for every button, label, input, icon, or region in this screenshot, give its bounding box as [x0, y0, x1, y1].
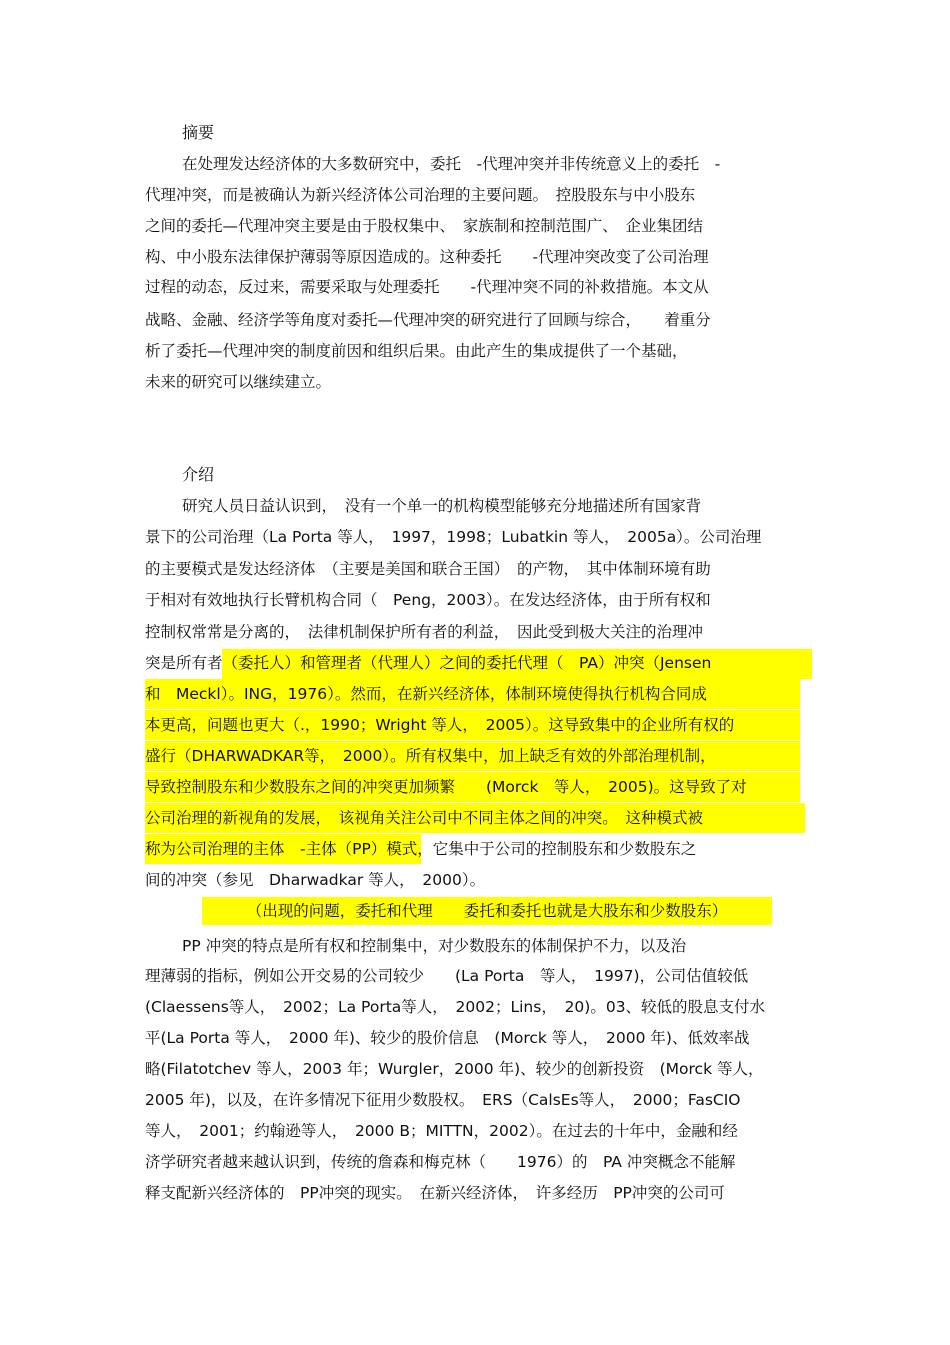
intro-line: 于相对有效地执行长臂机构合同（ Peng，2003）。在发达经济体，由于所有权和 [145, 591, 711, 609]
intro-heading: 介绍 [182, 465, 215, 484]
pp-line: 2005 年)，以及，在许多情况下征用少数股权。 ERS（CalsEs等人， 2000；FasCIO [145, 1091, 741, 1109]
intro-line: 本更高，问题也更大（.，1990；Wright 等人， 2005）。这导致集中的企业所有权的 [145, 716, 735, 734]
pp-line: (Claessens等人， 2002；La Porta等人， 2002；Lins， 20)。03、较低的股息支付水 [145, 998, 766, 1016]
highlighted-note: （出现的问题，委托和代理 委托和委托也就是大股东和少数股东） [202, 897, 772, 925]
abstract-line: 代理冲突，而是被确认为新兴经济体公司治理的主要问题。 控股股东与中小股东 [145, 186, 696, 204]
intro-line: 导致控制股东和少数股东之间的冲突更加频繁 (Morck 等人， 2005)。这导致了对 [145, 778, 747, 796]
pp-line: 略(Filatotchev 等人，2003 年；Wurgler，2000 年)、较少的创新投资 (Morck 等人， [145, 1060, 764, 1078]
abstract-line: 未来的研究可以继续建立。 [145, 373, 332, 391]
abstract-line: 过程的动态，反过来，需要采取与处理委托 -代理冲突不同的补救措施。本文从 [145, 278, 709, 296]
intro-line: 景下的公司治理（La Porta 等人， 1997，1998；Lubatkin 等人， 2005a）。公司治理 [145, 528, 762, 546]
abstract-line: 构、中小股东法律保护薄弱等原因造成的。这种委托 -代理冲突改变了公司治理 [145, 248, 709, 266]
abstract-line: 战略、金融、经济学等角度对委托—代理冲突的研究进行了回顾与综合， 着重分 [145, 311, 711, 329]
intro-line: 的主要模式是发达经济体 （主要是美国和联合王国） 的产物， 其中体制环境有助 [145, 560, 711, 578]
pp-line: 济学研究者越来越认识到，传统的詹森和梅克林（ 1976）的 PA 冲突概念不能解 [145, 1153, 736, 1171]
abstract-line: 在处理发达经济体的大多数研究中，委托 -代理冲突并非传统意义上的委托 - [182, 155, 721, 173]
intro-line: 间的冲突（参见 Dharwadkar 等人， 2000）。 [145, 871, 486, 889]
intro-line: 公司治理的新视角的发展， 该视角关注公司中不同主体之间的冲突。 这种模式被 [145, 809, 704, 827]
intro-line: 称为公司治理的主体 -主体（PP）模式，它集中于公司的控制股东和少数股东之 [145, 840, 697, 858]
abstract-line: 析了委托—代理冲突的制度前因和组织后果。由此产生的集成提供了一个基础， [145, 342, 688, 360]
pp-line: 等人， 2001；约翰逊等人， 2000 B；MITTN，2002）。在过去的十年中，金融和经 [145, 1122, 738, 1140]
pp-line: 释支配新兴经济体的 PP冲突的现实。 在新兴经济体， 许多经历 PP冲突的公司可 [145, 1184, 725, 1202]
abstract-line: 之间的委托—代理冲突主要是由于股权集中、 家族制和控制范围广、 企业集团结 [145, 217, 704, 235]
intro-line: 研究人员日益认识到， 没有一个单一的机构模型能够充分地描述所有国家背 [182, 497, 702, 515]
intro-line: 控制权常常是分离的， 法律机制保护所有者的利益， 因此受到极大关注的治理冲 [145, 623, 704, 641]
intro-line: 突是所有者（委托人）和管理者（代理人）之间的委托代理（ PA）冲突（Jensen [145, 654, 712, 672]
abstract-heading: 摘要 [182, 123, 215, 142]
pp-line: 理薄弱的指标，例如公开交易的公司较少 (La Porta 等人， 1997)，公司估值较低 [145, 967, 749, 985]
intro-line: 和 Meckl）。ING，1976）。然而，在新兴经济体，体制环境使得执行机构合同成 [145, 685, 707, 703]
intro-line: 盛行（DHARWADKAR等， 2000）。所有权集中，加上缺乏有效的外部治理机制， [145, 747, 716, 765]
pp-line: PP 冲突的特点是所有权和控制集中，对少数股东的体制保护不力，以及治 [182, 937, 687, 955]
pp-line: 平(La Porta 等人， 2000 年)、较少的股价信息 (Morck 等人， 2000 年)、低效率战 [145, 1029, 750, 1047]
